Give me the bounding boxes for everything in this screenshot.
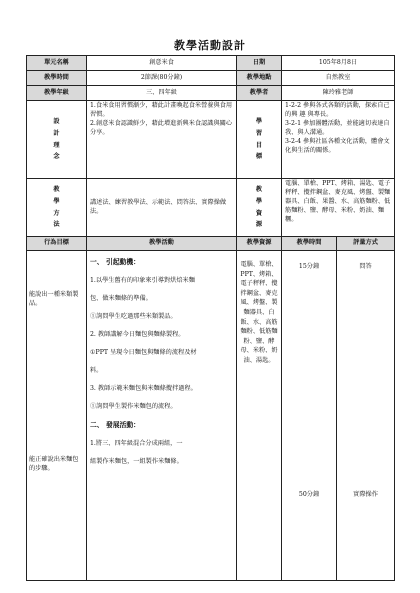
activity-body-row xyxy=(27,251,395,581)
grade-value: 三、四年級 xyxy=(87,86,237,101)
activity-cell xyxy=(87,251,237,581)
activity-header: 教學活動 xyxy=(87,237,237,251)
time-header: 教學時間 xyxy=(282,237,337,251)
resources-column: 電腦、單槍、PPT、烤箱、電子秤秤、攪拌鋼盆、麥克風、烤盤、製麵器具、白飯、水、高筋麵粉、低筋麵粉、鹽、酵母、米粉、奶油、湯匙。 xyxy=(237,251,282,581)
design-label: 設 計 理 念 xyxy=(27,101,87,179)
unit-value: 創意米食 xyxy=(87,56,237,71)
method-row xyxy=(27,179,395,237)
time-value: 2節課(80分鐘) xyxy=(87,71,237,86)
activity-line: 包、做米麵條的準備。 xyxy=(90,294,152,302)
method-label: 教 學 方 法 xyxy=(27,179,87,237)
activity-line: ①PPT 呈現今日麵包與麵條的流程及材 xyxy=(90,348,197,356)
section-motivation: 一、 引起動機： xyxy=(90,258,140,266)
resources-label: 教 學 資 源 xyxy=(237,179,282,237)
date-value: 105年8月8日 xyxy=(282,56,395,71)
activity-line: 2. 教師講解今日麵包與麵條製程。 xyxy=(90,330,185,338)
unit-row xyxy=(27,56,395,71)
goal-header: 行為目標 xyxy=(27,237,87,251)
evals-cell xyxy=(337,251,395,581)
activity-line: 3. 教師示範米麵包與米麵條攪拌過程。 xyxy=(90,384,197,392)
learning-objectives-text: 1-2-2 參與各式各類的活動，探索自己的興 趣 與專長。 3-2-1 參加團體活動，並能適切表達自我、與人溝通。 3-2-4 參與社區各種文化活動，體會文化與生活的關係。 xyxy=(282,101,395,179)
activity-line: ①詢問學生吃過那些米類製品。 xyxy=(90,312,177,320)
page-title: 教學活動設計 xyxy=(174,39,246,52)
time-label: 教學時間 xyxy=(27,71,87,86)
teacher-label: 教學者 xyxy=(237,86,282,101)
teacher-value: 陳玲雅老師 xyxy=(282,86,395,101)
activity-line: 1.將三、四年級混合分成兩組，一 xyxy=(90,439,183,447)
place-label: 教學地點 xyxy=(237,71,282,86)
goal-1: 能說出一種米類製品。 xyxy=(29,291,79,307)
place-value: 自然教室 xyxy=(282,71,395,86)
activity-line: 1.以學生舊有的印象來引導對烘焙米麵 xyxy=(90,276,195,284)
section-development: 二、 發展活動： xyxy=(90,420,140,429)
unit-label: 單元名稱 xyxy=(27,56,87,71)
times-cell xyxy=(282,251,337,581)
design-row xyxy=(27,101,395,179)
time-1: 15分鐘 xyxy=(298,263,320,270)
eval-header: 評量方式 xyxy=(337,237,395,251)
method-text: 講述法、練習教學法、示範法、問答法、實際操做法。 xyxy=(87,179,237,237)
lesson-plan-table xyxy=(26,55,395,581)
time-2: 50分鐘 xyxy=(298,491,320,498)
eval-1: 問答 xyxy=(359,263,372,270)
date-label: 日期 xyxy=(237,56,282,71)
resource-header: 教學資源 xyxy=(237,237,282,251)
activity-line: 料。 xyxy=(90,366,103,374)
learning-objectives-label: 學 習 目 標 xyxy=(237,101,282,179)
grade-label: 教學年級 xyxy=(27,86,87,101)
resources-text: 電腦、單槍、PPT、烤箱、湯匙、電子秤秤、攪拌鋼盆、麥克風、烤盤、製麵器具、白飯、果醬、水、高筋麵粉、低筋麵粉、鹽、酵母、米粉、奶油、麵糰。 xyxy=(282,179,395,237)
activity-line: 組製作米麵包，一組製作米麵條。 xyxy=(90,457,183,465)
eval-2: 實際操作 xyxy=(353,491,378,498)
design-text: 1.食米食用習慣漸少，藉此計畫喚起食米營養與食用習慣。 2.創意米食認識鮮少，藉此增進新興米食認識與關心分享。 xyxy=(87,101,237,179)
activity-header-row xyxy=(27,237,395,251)
time-row xyxy=(27,71,395,86)
grade-row xyxy=(27,86,395,101)
activity-line: ①詢問學生製作米麵包的流程。 xyxy=(90,402,177,410)
goal-2: 能正確說出米麵包的步驟。 xyxy=(29,456,79,472)
goals-cell xyxy=(27,251,87,581)
